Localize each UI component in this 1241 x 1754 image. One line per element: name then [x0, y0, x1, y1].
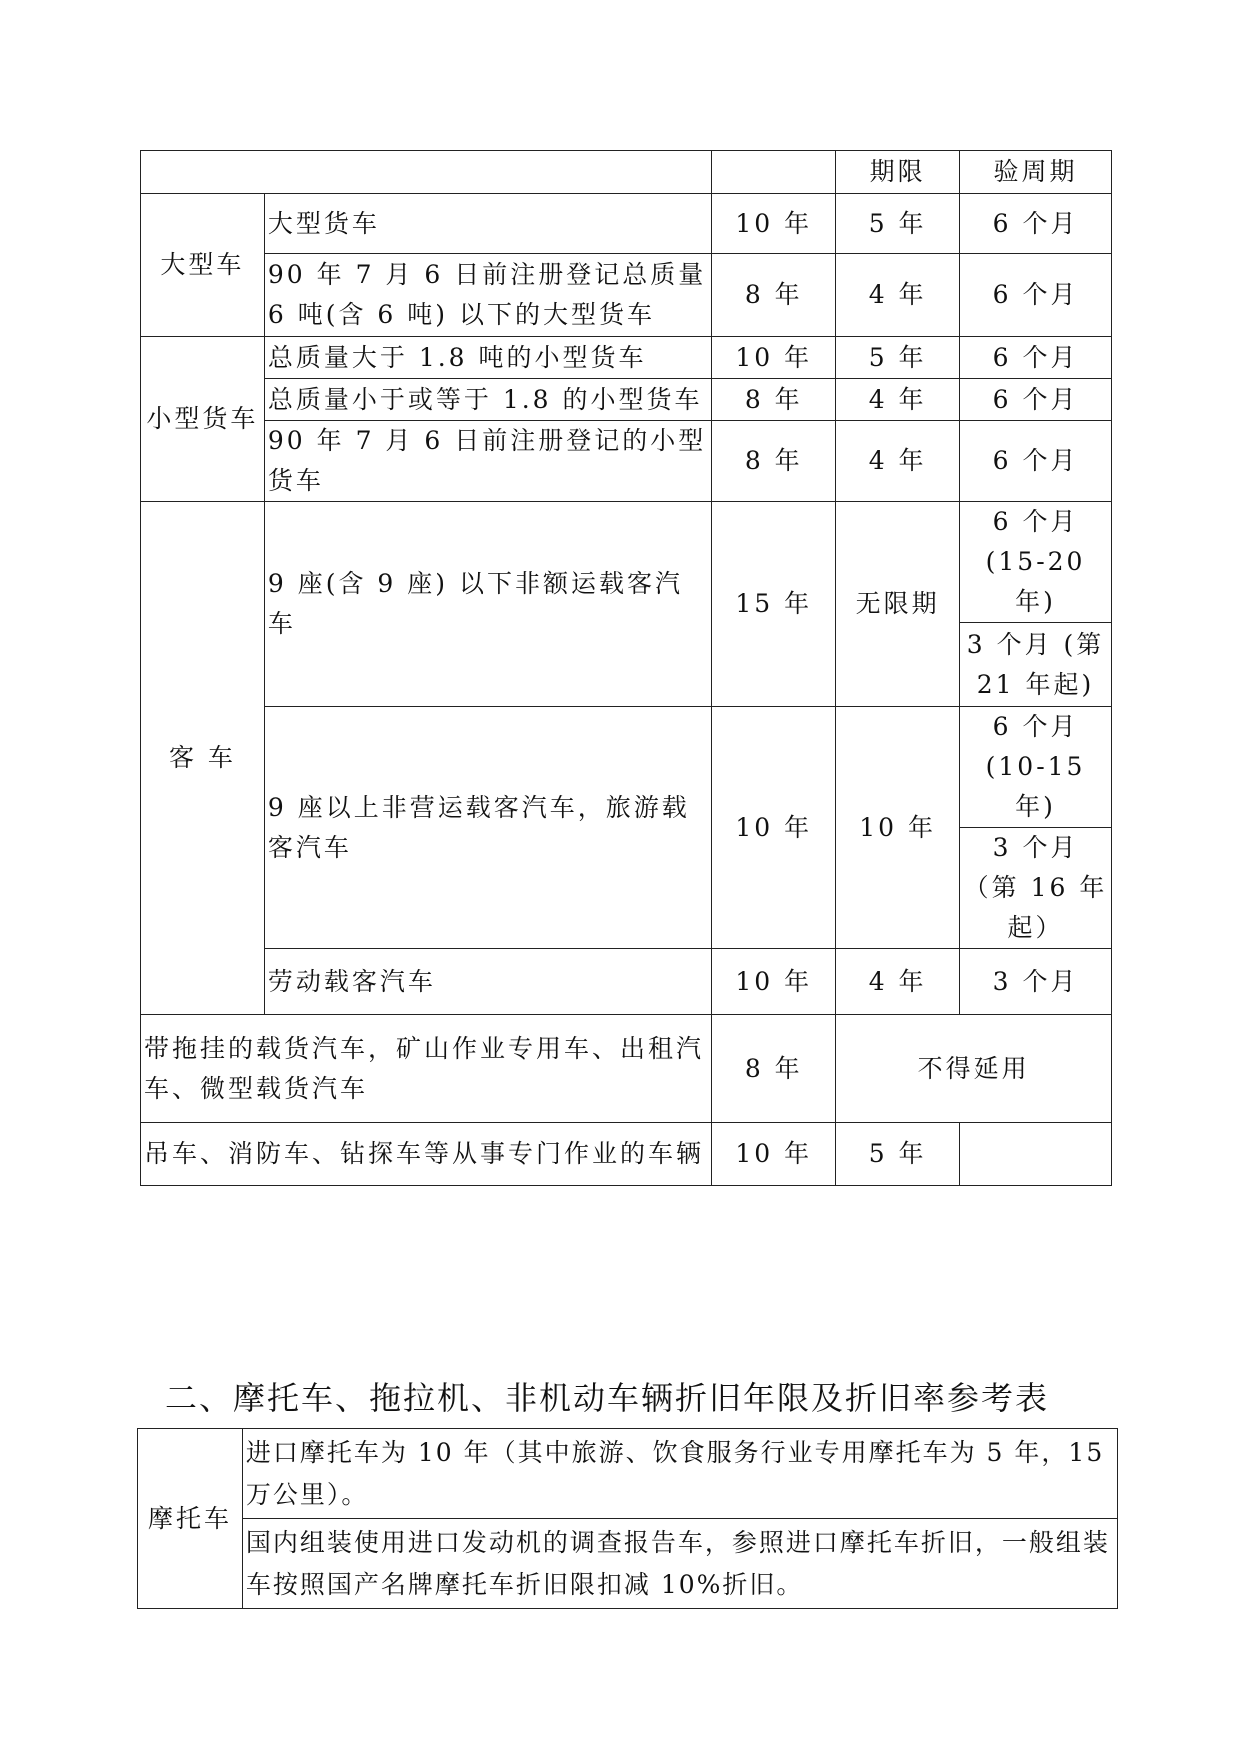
row-period: 5 年: [836, 194, 960, 254]
row-cycle: 6 个月: [960, 194, 1112, 254]
header-period: 期限: [836, 151, 960, 194]
group-bus: 客 车: [141, 502, 265, 1015]
header-cycle: 验周期: [960, 151, 1112, 194]
row-years: 8 年: [712, 254, 836, 337]
table-row: [141, 379, 1112, 421]
header-blank-cell: [712, 151, 836, 194]
motorcycle-depreciation-table: [137, 1428, 1118, 1609]
row-period: 4 年: [836, 949, 960, 1015]
row-cycle-a: 6 个月 (15-20 年): [960, 502, 1112, 623]
table-row: [138, 1519, 1118, 1609]
row-cycle: 6 个月: [960, 421, 1112, 502]
group-motorcycle: 摩托车: [138, 1429, 243, 1609]
row-period: 4 年: [836, 254, 960, 337]
table-row: [141, 1123, 1112, 1186]
row-desc: 劳动载客汽车: [264, 949, 711, 1015]
table-row: [141, 1015, 1112, 1123]
row-cycle: 3 个月: [960, 949, 1112, 1015]
row-desc: 9 座(含 9 座) 以下非额运载客汽车: [264, 502, 711, 707]
row-years: 10 年: [712, 707, 836, 949]
row-desc: 大型货车: [264, 194, 711, 254]
row-desc: 吊车、消防车、钻探车等从事专门作业的车辆: [141, 1123, 712, 1186]
row-desc: 带拖挂的载货汽车，矿山作业专用车、出租汽车、微型载货汽车: [141, 1015, 712, 1123]
row-desc: 90 年 7 月 6 日前注册登记的小型货车: [264, 421, 711, 502]
row-years: 15 年: [712, 502, 836, 707]
row-cycle-a: 6 个月 (10-15 年): [960, 707, 1112, 828]
row-period: 无限期: [836, 502, 960, 707]
table-row: [141, 949, 1112, 1015]
table-row: [141, 707, 1112, 828]
table-header-row: [141, 151, 1112, 194]
row-years: 10 年: [712, 1123, 836, 1186]
row-years: 10 年: [712, 194, 836, 254]
row-cycle-b: 3 个月 (第 21 年起): [960, 623, 1112, 707]
group-large-truck: 大型车: [141, 194, 265, 337]
row-period: 4 年: [836, 421, 960, 502]
table-row: [141, 502, 1112, 623]
vehicle-inspection-table: [140, 150, 1112, 1186]
row-desc: 总质量小于或等于 1.8 的小型货车: [264, 379, 711, 421]
row-years: 8 年: [712, 421, 836, 502]
row-desc: 国内组装使用进口发动机的调查报告车，参照进口摩托车折旧，一般组装车按照国产名牌摩托车折旧限扣减 10%折旧。: [242, 1519, 1117, 1609]
row-note: 不得延用: [836, 1015, 1112, 1123]
table-row: [141, 254, 1112, 337]
header-blank-cell: [141, 151, 712, 194]
row-period: 4 年: [836, 379, 960, 421]
row-cycle: 6 个月: [960, 254, 1112, 337]
row-desc: 进口摩托车为 10 年（其中旅游、饮食服务行业专用摩托车为 5 年，15 万公里）。: [242, 1429, 1117, 1519]
group-small-truck: 小型货车: [141, 337, 265, 502]
row-period: 5 年: [836, 1123, 960, 1186]
row-years: 10 年: [712, 949, 836, 1015]
row-desc: 90 年 7 月 6 日前注册登记总质量 6 吨(含 6 吨) 以下的大型货车: [264, 254, 711, 337]
row-period: 5 年: [836, 337, 960, 379]
row-cycle: [960, 1123, 1112, 1186]
row-years: 8 年: [712, 379, 836, 421]
row-years: 8 年: [712, 1015, 836, 1123]
row-cycle: 6 个月: [960, 337, 1112, 379]
row-years: 10 年: [712, 337, 836, 379]
table-row: [141, 337, 1112, 379]
row-cycle-b: 3 个月 （第 16 年起）: [960, 828, 1112, 949]
section-title: 二、摩托车、拖拉机、非机动车辆折旧年限及折旧率参考表: [165, 1379, 1050, 1417]
row-cycle: 6 个月: [960, 379, 1112, 421]
row-desc: 总质量大于 1.8 吨的小型货车: [264, 337, 711, 379]
table-row: [141, 421, 1112, 502]
row-period: 10 年: [836, 707, 960, 949]
row-desc: 9 座以上非营运载客汽车，旅游载客汽车: [264, 707, 711, 949]
table-row: [138, 1429, 1118, 1519]
table-row: [141, 194, 1112, 254]
